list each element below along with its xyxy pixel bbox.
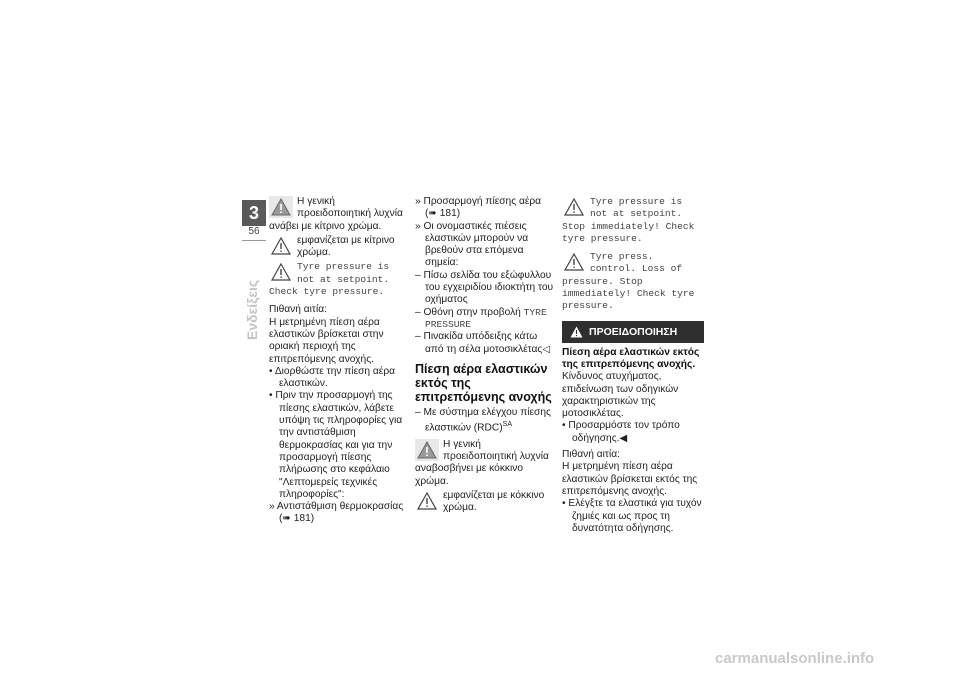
display-message	[562, 196, 704, 245]
warning-triangle-icon	[570, 326, 583, 338]
bullet-item: • Προσαρμόστε τον τρόπο οδήγησης.◀	[562, 420, 680, 444]
warning-text: Κίνδυνος ατυχήματος, επιδείνωση των οδηγικών χαρακτηριστικών της μοτοσικλέτας.	[562, 371, 679, 420]
cause-text: Η μετρημένη πίεση αέρα ελαστικών βρίσκεται στην οριακή περιοχή της επιτρεπόμενης ανοχής.	[269, 316, 384, 365]
lamp-entry	[269, 235, 411, 260]
watermark: carmanualsonline.info	[715, 650, 875, 667]
section-heading: Πίεση αέρα ελαστικών εκτός της επιτρεπόμενης ανοχής	[415, 361, 552, 404]
cross-reference: » Αντιστάθμιση θερμοκρασίας	[269, 501, 404, 513]
dash-text: – Οθόνη στην προβολή	[415, 306, 521, 318]
lamp-text: εμφανίζεται με κόκκινο χρώμα.	[443, 490, 545, 514]
chapter-tab	[242, 200, 266, 226]
warning-triangle-icon	[269, 196, 293, 218]
page-number: 56	[242, 226, 266, 241]
dash-item	[415, 307, 557, 332]
cross-reference: » Προσαρμογή πίεσης αέρα	[415, 196, 542, 207]
section-label: Ενδείξεις	[244, 279, 260, 340]
lamp-entry	[415, 490, 557, 515]
lamp-entry	[415, 439, 557, 488]
display-view-code: TYRE PRESSURE	[425, 306, 547, 330]
display-warning-icon	[415, 490, 439, 512]
display-warning-icon	[562, 196, 586, 218]
display-message	[269, 261, 411, 298]
cause-label: Πιθανή αιτία:	[269, 304, 327, 316]
dash-text: – Με σύστημα ελέγχου πίεσης ελαστικών (RDC)	[415, 406, 551, 434]
cause-text: Η μετρημένη πίεση αέρα ελαστικών βρίσκεται εκτός της επιτρεπόμενης ανοχής.	[562, 461, 698, 497]
dash-item	[415, 407, 557, 435]
lamp-text: Η γενική προειδοποιητική λυχνία ανάβει με κίτρινο χρώμα.	[269, 196, 403, 232]
chapter-number: 3	[248, 202, 259, 223]
column-3	[562, 196, 704, 535]
display-warning-icon	[269, 235, 293, 257]
dash-item: – Πινακίδα υπόδειξης κάτω από τη σέλα μοτοσικλέτας◁	[415, 331, 551, 355]
warning-triangle-icon	[415, 439, 439, 461]
column-1	[269, 196, 411, 526]
equipment-superscript: SA	[502, 421, 512, 429]
display-warning-icon	[562, 251, 586, 273]
display-warning-icon	[269, 261, 293, 283]
message-text: Tyre press. control. Loss of pressure. Stop immediately! Check tyre pressure.	[562, 251, 695, 312]
lamp-entry	[269, 196, 411, 233]
column-2	[415, 196, 557, 517]
message-text: Tyre pressure is not at setpoint. Stop immediately! Check tyre pressure.	[562, 196, 695, 244]
bullet-item: • Ελέγξτε τα ελαστικά για τυχόν ζημιές και ως προς τη δυνατότητα οδήγησης.	[562, 498, 702, 534]
bullet-item: • Πριν την προσαρμογή της πίεσης ελαστικών, λάβετε υπόψη τις πληροφορίες για την αντιστάθμιση θερμοκρασίας και για την προσαρμογή πίεσης πλήρωσης στο κεφάλαιο "Λεπτομερείς τεχνικές πληροφορίες":	[269, 390, 403, 500]
warning-headline: Πίεση αέρα ελαστικών εκτός της επιτρεπόμενης ανοχής.	[562, 346, 700, 370]
bullet-item: • Διορθώστε την πίεση αέρα ελαστικών.	[269, 365, 396, 390]
page-reference: (➠ 181)	[425, 208, 461, 220]
warning-title: ΠΡΟΕΙΔΟΠΟΙΗΣΗ	[589, 325, 678, 338]
warning-banner	[562, 321, 704, 343]
message-text: Tyre pressure is not at setpoint. Check tyre pressure.	[269, 261, 390, 298]
dash-item: – Πίσω σελίδα του εξώφυλλου του εγχειριδίου ιδιοκτήτη του οχήματος	[415, 269, 554, 306]
page-reference: (➠ 181)	[279, 513, 315, 525]
cross-reference: » Οι ονομαστικές πιέσεις ελαστικών μπορούν να βρεθούν στα επόμενα σημεία:	[415, 220, 529, 269]
display-message	[562, 251, 704, 312]
cause-label: Πιθανή αιτία:	[562, 449, 620, 461]
lamp-text: Η γενική προειδοποιητική λυχνία αναβοσβήνει με κόκκινο χρώμα.	[415, 438, 549, 487]
lamp-text: εμφανίζεται με κίτρινο χρώμα.	[297, 234, 395, 259]
